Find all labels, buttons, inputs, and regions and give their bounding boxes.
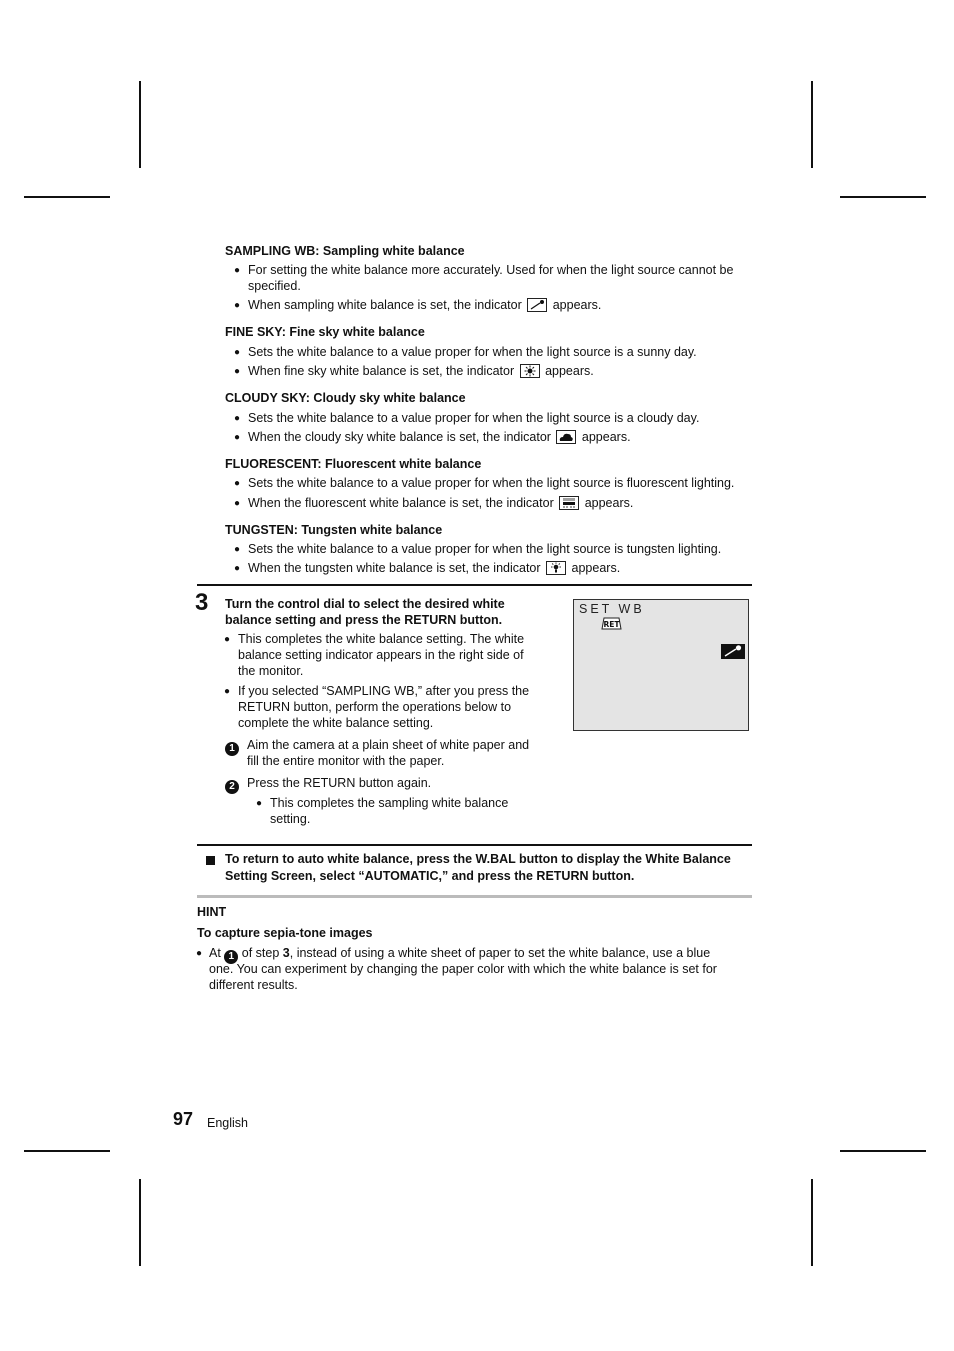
bullet-dot: ● [234,300,241,311]
bullet-text-cont: RETURN button, perform the operations below to [238,700,512,714]
substep-text-cont: fill the entire monitor with the paper. [247,754,445,768]
crop-mark [840,1150,926,1152]
bullet-dot: ● [234,265,241,276]
bullet-text: When the fluorescent white balance is set, the indicator appears. [248,496,634,510]
substep-number: 2 [225,775,239,794]
screen-title: SET WB [579,602,645,616]
step-number: 3 [195,589,209,616]
sun-icon [520,364,540,378]
bullet-text: When the tungsten white balance is set, the indicator appears. [248,561,621,575]
hint-text-cont: one. You can experiment by changing the paper color with which the white balance is set for [209,962,717,976]
crop-mark [840,196,926,198]
crop-mark [811,81,813,168]
bullet-dot: ● [224,634,231,645]
bullet-text-cont: specified. [248,279,301,293]
bullet-text-cont: complete the white balance setting. [238,716,434,730]
crop-mark [24,196,110,198]
cloud-icon [556,430,576,444]
bullet-text: When fine sky white balance is set, the indicator appears. [248,364,594,378]
bullet-dot: ● [224,686,231,697]
fluorescent-icon [559,496,579,510]
section-heading: SAMPLING WB: Sampling white balance [225,244,465,258]
section-heading: CLOUDY SKY: Cloudy sky white balance [225,391,466,405]
crop-mark [24,1150,110,1152]
crop-mark [139,81,141,168]
substep-text: Press the RETURN button again. [247,776,432,790]
section-divider [197,584,752,586]
bullet-dot: ● [234,544,241,555]
hint-label: HINT [197,905,227,919]
bullet-dot: ● [234,347,241,358]
square-bullet-icon [206,856,215,865]
substep-ref-number: 1 [224,950,238,964]
footer-language: English [207,1116,248,1130]
bullet-text-cont: balance setting indicator appears in the right side of [238,648,524,662]
note-text-cont: Setting Screen, select “AUTOMATIC,” and press the RETURN button. [225,869,635,883]
note-text: To return to auto white balance, press the W.BAL button to display the White Balance [225,852,731,866]
bulb-icon [546,561,566,575]
step-title-cont: balance setting and press the RETURN button. [225,613,503,627]
bullet-dot: ● [234,432,241,443]
hint-title: To capture sepia-tone images [197,926,373,940]
bullet-text: Sets the white balance to a value proper for when the light source is fluorescent lighting. [248,476,735,490]
step-title: Turn the control dial to select the desired white [225,597,505,611]
section-divider [197,895,752,898]
bullet-dot: ● [234,366,241,377]
monitor-screen [573,599,749,731]
bullet-dot: ● [196,948,203,959]
hint-text-cont: different results. [209,978,298,992]
section-heading: TUNGSTEN: Tungsten white balance [225,523,443,537]
section-divider [197,844,752,846]
bullet-text: If you selected “SAMPLING WB,” after you press the [238,684,530,698]
eyedropper-icon [721,644,745,659]
bullet-text: This completes the sampling white balance [270,796,509,810]
eyedropper-icon [527,298,547,312]
bullet-text: When sampling white balance is set, the indicator appears. [248,298,602,312]
substep-number: 1 [225,737,239,756]
page-number: 97 [173,1109,194,1129]
bullet-text: This completes the white balance setting. The white [238,632,525,646]
bullet-text: For setting the white balance more accurately. Used for when the light source cannot be [248,263,734,277]
bullet-text: Sets the white balance to a value proper for when the light source is a sunny day. [248,345,697,359]
bullet-dot: ● [234,563,241,574]
bullet-text-cont: the monitor. [238,664,304,678]
bullet-text-cont: setting. [270,812,311,826]
return-button-icon [601,617,622,630]
hint-text: At 1 of step 3, instead of using a white sheet of paper to set the white balance, use a blue [209,946,711,962]
bullet-text: When the cloudy sky white balance is set, the indicator appears. [248,430,631,444]
substep-text: Aim the camera at a plain sheet of white paper and [247,738,530,752]
section-heading: FINE SKY: Fine sky white balance [225,325,425,339]
crop-mark [811,1179,813,1266]
bullet-dot: ● [256,798,263,809]
bullet-dot: ● [234,498,241,509]
crop-mark [139,1179,141,1266]
bullet-dot: ● [234,413,241,424]
bullet-text: Sets the white balance to a value proper for when the light source is a cloudy day. [248,411,700,425]
bullet-text: Sets the white balance to a value proper for when the light source is tungsten lighting. [248,542,722,556]
bullet-dot: ● [234,478,241,489]
section-heading: FLUORESCENT: Fluorescent white balance [225,457,482,471]
svg-text:RET: RET [603,620,620,629]
